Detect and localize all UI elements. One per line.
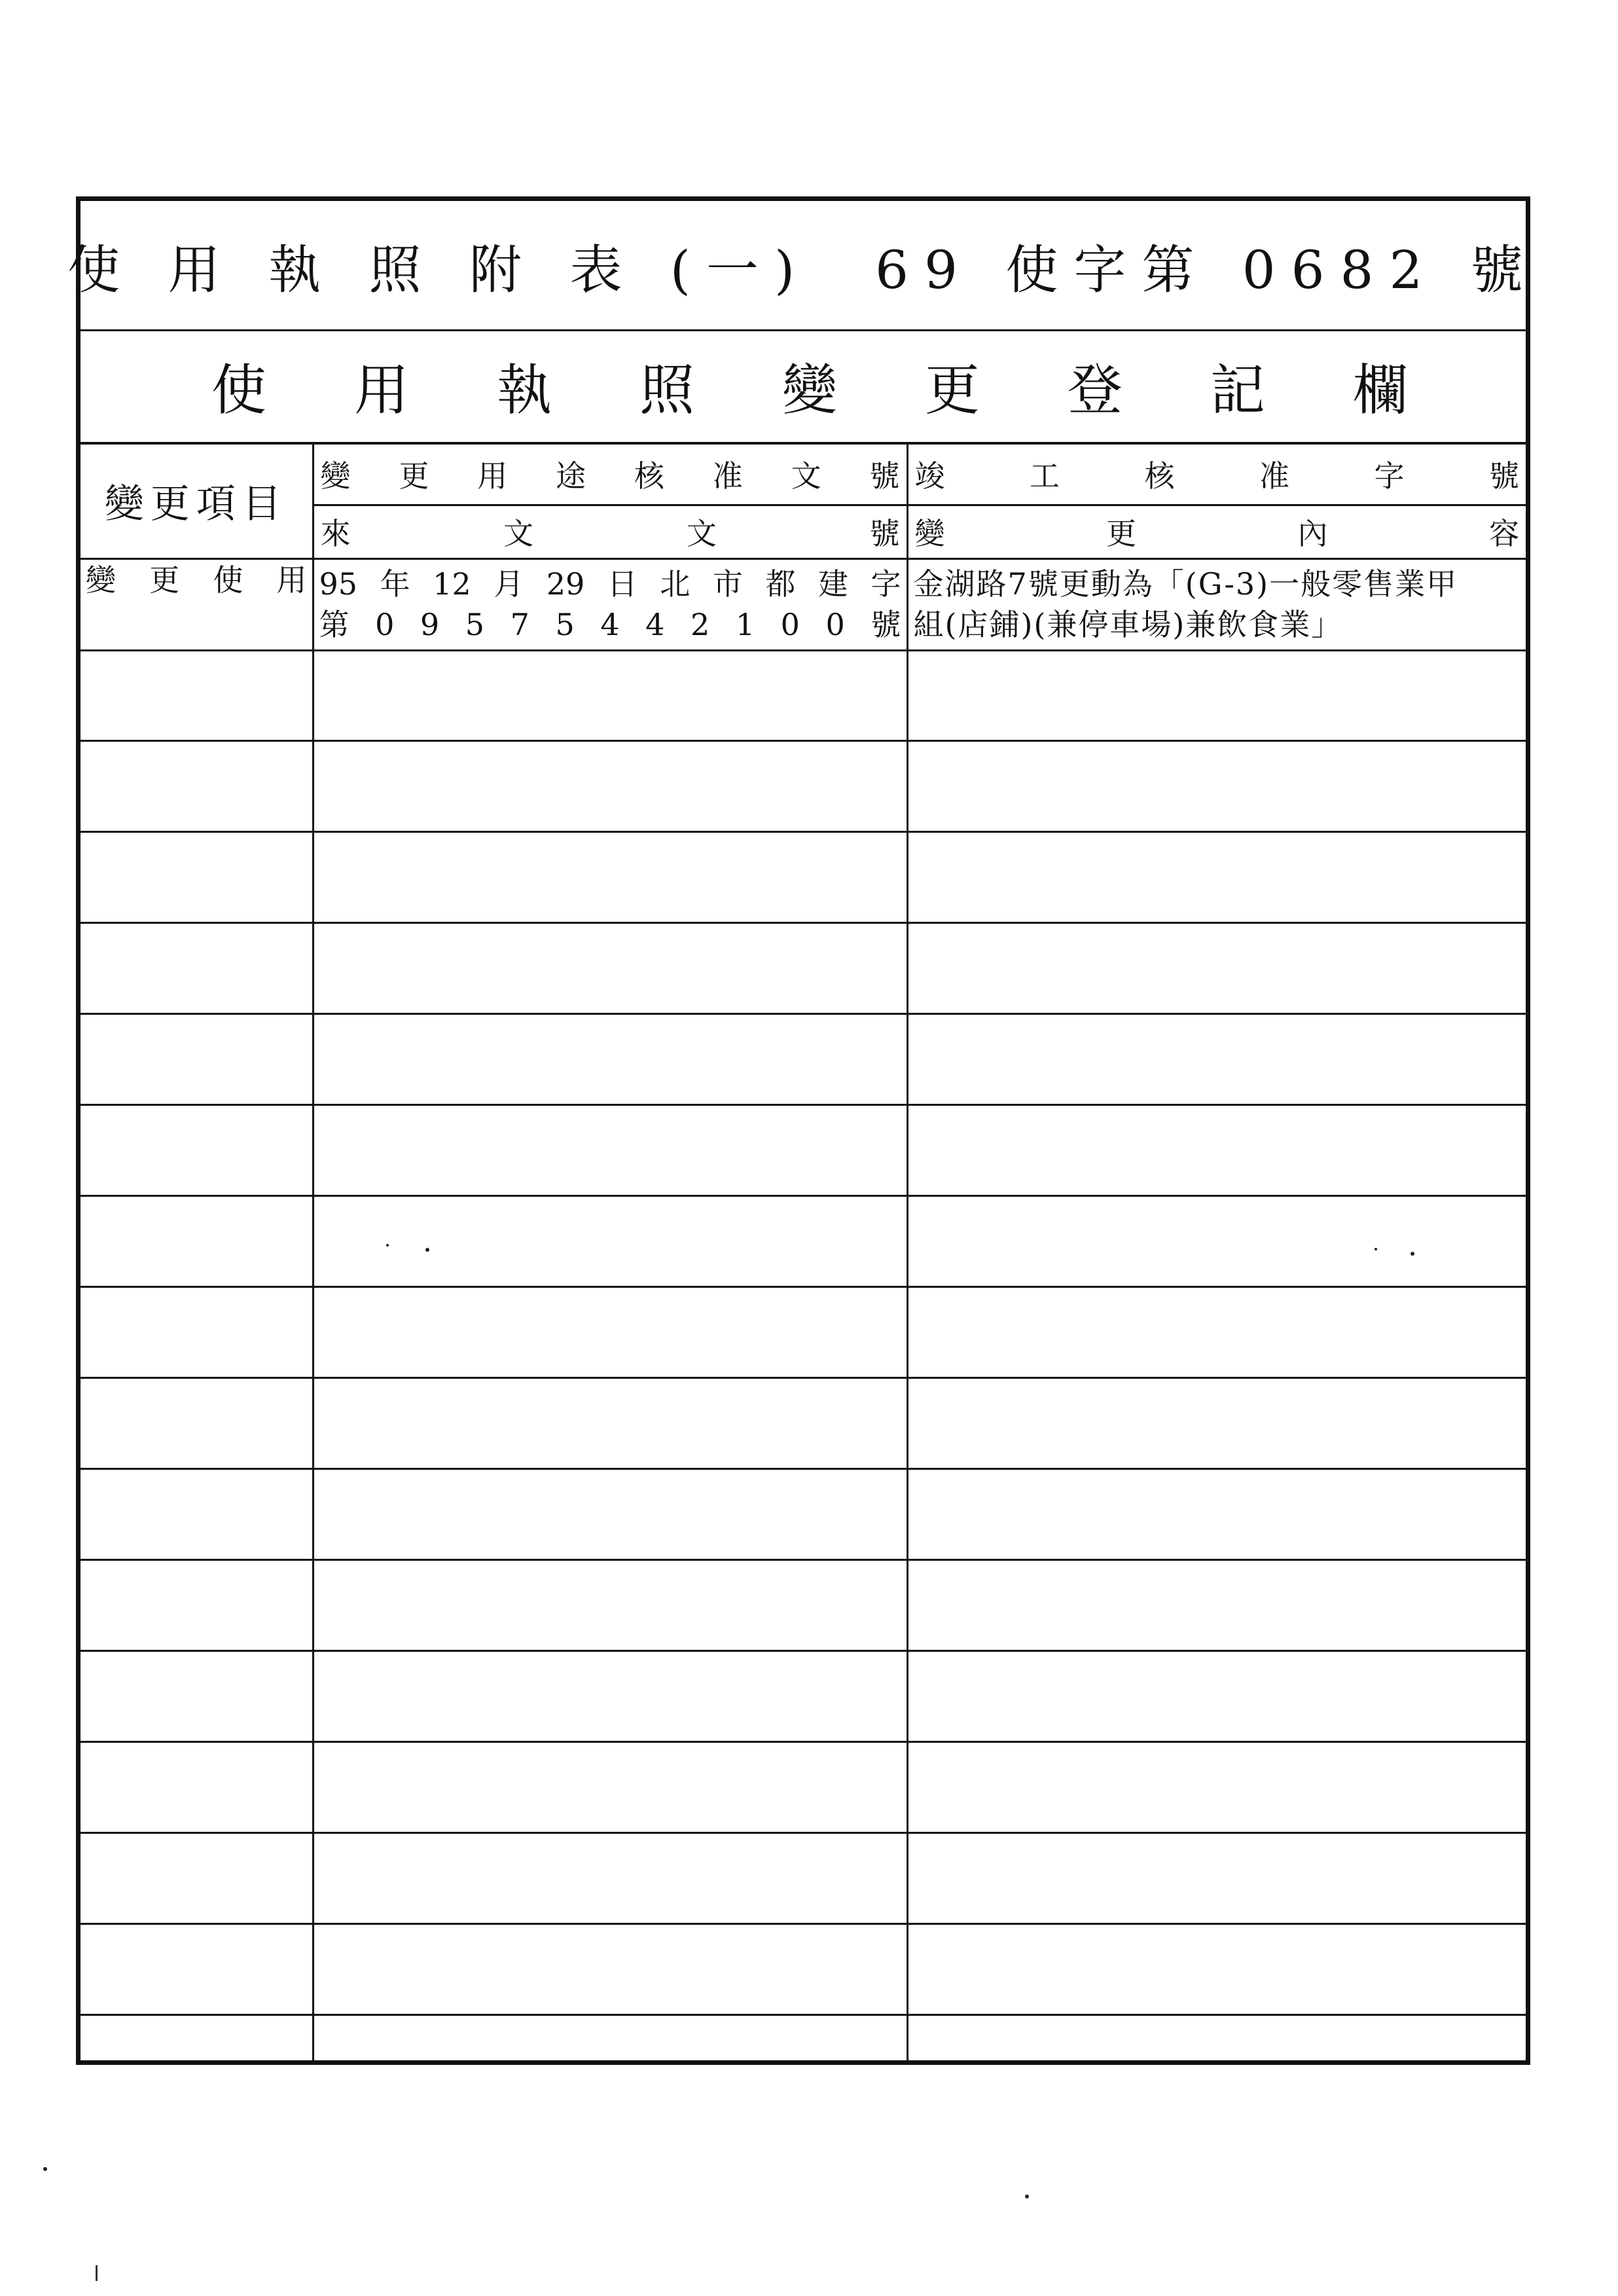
blank-cell <box>81 1014 313 1105</box>
blank-cell <box>907 650 1526 741</box>
register-heading-char: 更 <box>924 357 980 422</box>
header-row-top <box>81 445 1526 505</box>
header-char: 文 <box>791 458 821 494</box>
blank-cell <box>313 1650 907 1741</box>
header-char: 容 <box>1489 516 1519 551</box>
blank-cell <box>313 1560 907 1651</box>
scan-speck <box>425 1248 429 1252</box>
doc-char: 字 <box>871 566 901 602</box>
blank-cell <box>313 650 907 741</box>
header-char: 更 <box>1106 516 1136 551</box>
header-char: 來 <box>320 516 351 551</box>
header-char: 文 <box>503 516 534 551</box>
doc-char: 北 <box>660 566 691 602</box>
blank-cell <box>313 1105 907 1196</box>
header-char: 更 <box>399 458 429 494</box>
blank-cell <box>907 2014 1526 2060</box>
doc-line-1 <box>314 564 907 604</box>
title-row <box>67 201 1539 331</box>
page-title: 使 用 執 照 附 表 (一) 69 使字第 0682 號 <box>67 239 1539 301</box>
header-char: 文 <box>686 516 717 551</box>
blank-cell <box>313 923 907 1014</box>
scan-speck <box>43 2167 47 2171</box>
register-heading-char: 用 <box>353 357 409 422</box>
blank-cell <box>907 1923 1526 2014</box>
doc-char: 2 <box>690 607 710 642</box>
item-char: 用 <box>276 562 307 598</box>
entry-doc-number <box>313 558 907 650</box>
doc-char: 95 <box>319 566 358 602</box>
doc-line-2 <box>314 604 907 645</box>
table-row <box>81 1014 1526 1105</box>
doc-char: 5 <box>555 607 575 642</box>
doc-char: 1 <box>735 607 755 642</box>
register-heading-char: 照 <box>639 357 694 422</box>
table-row <box>81 1832 1526 1923</box>
doc-char: 第 <box>319 607 350 642</box>
scan-speck <box>1375 1248 1377 1250</box>
doc-char: 市 <box>712 566 743 602</box>
change-register-table <box>81 445 1526 2060</box>
blank-cell <box>313 832 907 923</box>
table-row <box>81 1560 1526 1651</box>
doc-char: 0 <box>780 607 800 642</box>
table-row <box>81 923 1526 1014</box>
header-incoming-doc-no <box>313 505 907 558</box>
header-char: 內 <box>1297 516 1328 551</box>
blank-cell <box>907 1014 1526 1105</box>
table-row <box>81 2014 1526 2060</box>
doc-char: 號 <box>871 607 901 642</box>
blank-cell <box>81 1832 313 1923</box>
blank-cell <box>907 1832 1526 1923</box>
blank-cell <box>81 923 313 1014</box>
table-row <box>81 1469 1526 1560</box>
blank-cell <box>313 1923 907 2014</box>
blank-cell <box>907 923 1526 1014</box>
blank-cell <box>81 2014 313 2060</box>
scan-speck <box>386 1244 389 1247</box>
blank-cell <box>81 741 313 832</box>
header-char: 工 <box>1030 458 1060 494</box>
register-heading-char: 執 <box>496 357 552 422</box>
table-row <box>81 741 1526 832</box>
header-char: 核 <box>634 458 664 494</box>
doc-char: 12 <box>433 566 471 602</box>
header-char: 核 <box>1144 458 1175 494</box>
blank-cell <box>81 1105 313 1196</box>
doc-char: 4 <box>600 607 620 642</box>
blank-cell <box>81 650 313 741</box>
register-heading-char: 使 <box>211 357 267 422</box>
table-row <box>81 1196 1526 1287</box>
blank-cell <box>907 1378 1526 1469</box>
content-line-2: 組(店鋪)(兼停車場)兼飲食業」 <box>913 607 1343 642</box>
content-line-1: 金湖路7號更動為「(G-3)一般零售業甲 <box>913 566 1458 602</box>
header-char: 號 <box>1489 458 1519 494</box>
item-char: 使 <box>213 562 243 598</box>
table-row <box>81 1923 1526 2014</box>
blank-cell <box>313 2014 907 2060</box>
doc-char: 月 <box>494 566 524 602</box>
header-char: 准 <box>1259 458 1289 494</box>
table-row <box>81 1650 1526 1741</box>
blank-cell <box>81 1650 313 1741</box>
doc-char: 29 <box>546 566 585 602</box>
scan-speck <box>1411 1252 1414 1256</box>
blank-cell <box>907 832 1526 923</box>
item-char: 更 <box>149 562 180 598</box>
header-approval-doc-no <box>313 445 907 505</box>
table-row <box>81 1287 1526 1378</box>
blank-cell <box>313 741 907 832</box>
blank-cell <box>81 1560 313 1651</box>
header-change-content <box>907 505 1526 558</box>
blank-cell <box>907 1287 1526 1378</box>
header-char: 變 <box>320 458 351 494</box>
table-row <box>81 1105 1526 1196</box>
doc-char: 7 <box>510 607 530 642</box>
blank-cell <box>313 1741 907 1832</box>
table-row <box>81 832 1526 923</box>
scan-mark <box>96 2265 98 2281</box>
blank-cell <box>907 1560 1526 1651</box>
doc-char: 0 <box>375 607 395 642</box>
license-annex-frame <box>67 196 1539 2065</box>
blank-cell <box>81 1923 313 2014</box>
blank-cell <box>81 1469 313 1560</box>
blank-cell <box>313 1832 907 1923</box>
blank-cell <box>907 1196 1526 1287</box>
table-row <box>81 558 1526 650</box>
header-char: 號 <box>869 516 900 551</box>
doc-char: 5 <box>465 607 485 642</box>
entry-item <box>81 558 313 650</box>
blank-cell <box>81 1378 313 1469</box>
register-heading-char: 變 <box>782 357 837 422</box>
register-heading-char: 欄 <box>1352 357 1408 422</box>
doc-char: 建 <box>818 566 848 602</box>
blank-cell <box>313 1378 907 1469</box>
table-row <box>81 650 1526 741</box>
header-change-item: 變更項目 <box>81 445 313 558</box>
doc-char: 都 <box>765 566 796 602</box>
table-row <box>81 1378 1526 1469</box>
header-char: 號 <box>869 458 900 494</box>
blank-cell <box>313 1469 907 1560</box>
blank-cell <box>907 1650 1526 1741</box>
register-heading-char: 登 <box>1067 357 1123 422</box>
header-char: 途 <box>556 458 586 494</box>
register-heading <box>81 346 1526 426</box>
blank-cell <box>907 1105 1526 1196</box>
blank-cell <box>907 1741 1526 1832</box>
register-heading-row <box>81 329 1526 445</box>
header-char: 變 <box>914 516 945 551</box>
entry-change-content <box>907 558 1526 650</box>
header-char: 字 <box>1374 458 1405 494</box>
header-char: 用 <box>477 458 508 494</box>
blank-cell <box>313 1196 907 1287</box>
scan-speck <box>1025 2195 1029 2198</box>
blank-cell <box>907 741 1526 832</box>
blank-cell <box>81 1196 313 1287</box>
blank-cell <box>313 1287 907 1378</box>
table-row <box>81 1741 1526 1832</box>
doc-char: 0 <box>825 607 845 642</box>
header-completion-approval-no <box>907 445 1526 505</box>
register-heading-char: 記 <box>1210 357 1265 422</box>
blank-cell <box>907 1469 1526 1560</box>
doc-char: 年 <box>380 566 410 602</box>
blank-cell <box>81 1741 313 1832</box>
header-char: 竣 <box>914 458 945 494</box>
doc-char: 日 <box>607 566 638 602</box>
doc-char: 4 <box>645 607 665 642</box>
header-char: 准 <box>712 458 743 494</box>
item-char: 變 <box>86 562 116 598</box>
blank-cell <box>81 1287 313 1378</box>
blank-cell <box>81 832 313 923</box>
blank-cell <box>313 1014 907 1105</box>
doc-char: 9 <box>420 607 440 642</box>
